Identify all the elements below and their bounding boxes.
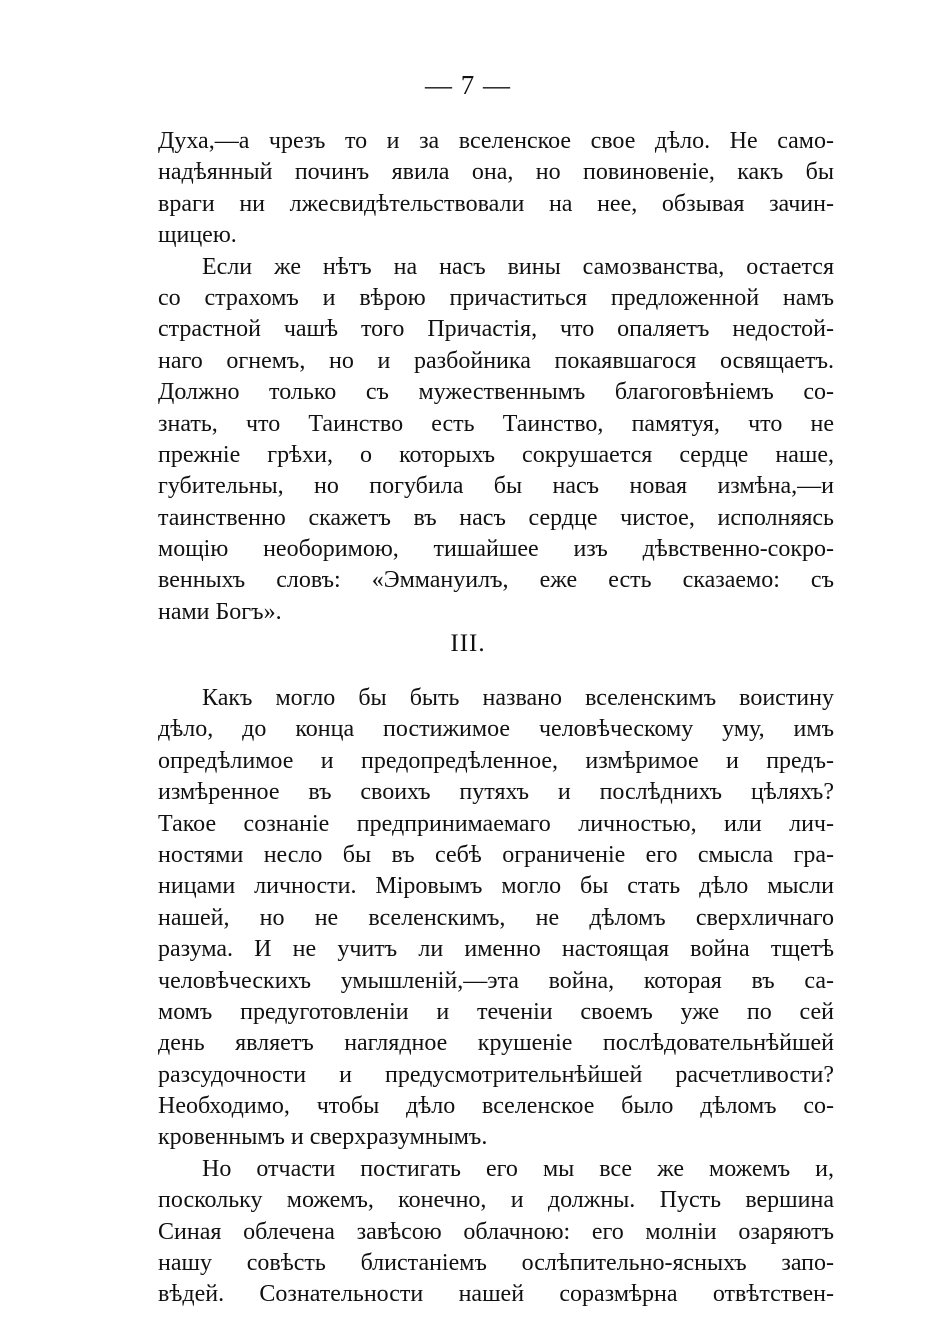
text-line: ностями несло бы въ себѣ ограниченіе его смысла гра- xyxy=(158,841,834,868)
text-line: нашей, но не вселенскимъ, не дѣломъ сверхличнаго xyxy=(158,904,834,931)
section-heading: III. xyxy=(450,630,486,657)
text-line: опредѣлимое и предопредѣленное, измѣримое и предъ- xyxy=(158,747,834,774)
text-line: нашу совѣсть блистаніемъ ослѣпительно-ясныхъ запо- xyxy=(158,1250,834,1277)
text-line: наго огнемъ, но и разбойника покаявшагося освящаетъ. xyxy=(158,347,834,374)
text-line: Если же нѣтъ на насъ вины самозванства, остается xyxy=(202,253,834,280)
text-line: кровеннымъ и сверхразумнымъ. xyxy=(158,1124,488,1151)
text-block-bottom xyxy=(158,683,834,1311)
text-line: Синая облечена завѣсою облачною: его молніи озаряютъ xyxy=(158,1218,834,1245)
text-line: Такое сознаніе предпринимаемаго личностью, или лич- xyxy=(158,810,834,837)
text-line: вѣдей. Сознательности нашей соразмѣрна отвѣтствен- xyxy=(158,1281,834,1308)
text-line: губительны, но погубила бы насъ новая измѣна,—и xyxy=(158,473,834,500)
text-line: мощію необоримою, тишайшее изъ дѣвственно-сокро- xyxy=(158,536,834,563)
text-block-top xyxy=(158,126,834,628)
text-line: надѣянный починъ явила она, но повиновеніе, какъ бы xyxy=(158,159,834,186)
text-line: разума. И не учитъ ли именно настоящая война тщетѣ xyxy=(158,936,834,963)
text-line: Духа,—а чрезъ то и за вселенское свое дѣло. Не само- xyxy=(158,128,834,154)
text-line: страстной чашѣ того Причастія, что опаляетъ недостой- xyxy=(158,316,834,343)
text-line: разсудочности и предусмотрительнѣйшей расчетливости? xyxy=(158,1061,834,1088)
text-line: дѣло, до конца постижимое человѣческому уму, имъ xyxy=(158,716,834,743)
text-line: венныхъ словъ: «Эммануилъ, еже есть сказаемо: съ xyxy=(158,567,834,594)
text-line: измѣренное въ своихъ путяхъ и послѣднихъ цѣляхъ? xyxy=(158,779,834,806)
text-line: поскольку можемъ, конечно, и должны. Пусть вершина xyxy=(158,1187,834,1214)
text-line: ницами личности. Міровымъ могло бы стать дѣло мысли xyxy=(158,873,834,900)
text-line: день являетъ наглядное крушеніе послѣдовательнѣйшей xyxy=(158,1030,834,1057)
text-line: прежніе грѣхи, о которыхъ сокрушается сердце наше, xyxy=(158,441,834,468)
text-line: Какъ могло бы быть названо вселенскимъ воистину xyxy=(202,685,834,711)
text-line: Необходимо, чтобы дѣло вселенское было дѣломъ со- xyxy=(158,1093,834,1120)
text-line: знать, что Таинство есть Таинство, памятуя, что не xyxy=(158,410,834,437)
text-line: враги ни лжесвидѣтельствовали на нее, обзывая зачин- xyxy=(158,190,834,217)
text-line: со страхомъ и вѣрою причаститься предложенной намъ xyxy=(158,284,834,311)
text-line: таинственно скажетъ въ насъ сердце чистое, исполняясь xyxy=(158,504,834,531)
page-number: — 7 — xyxy=(425,70,511,100)
text-line: момъ предуготовленіи и теченіи своемъ уже по сей xyxy=(158,998,834,1025)
text-line: Должно только съ мужественнымъ благоговѣніемъ со- xyxy=(158,379,834,406)
text-line: щицею. xyxy=(158,222,237,249)
text-line: человѣческихъ умышленій,—эта война, которая въ са- xyxy=(158,967,834,994)
text-line: нами Богъ». xyxy=(158,598,282,625)
text-line: Но отчасти постигать его мы все же можемъ и, xyxy=(202,1155,834,1182)
